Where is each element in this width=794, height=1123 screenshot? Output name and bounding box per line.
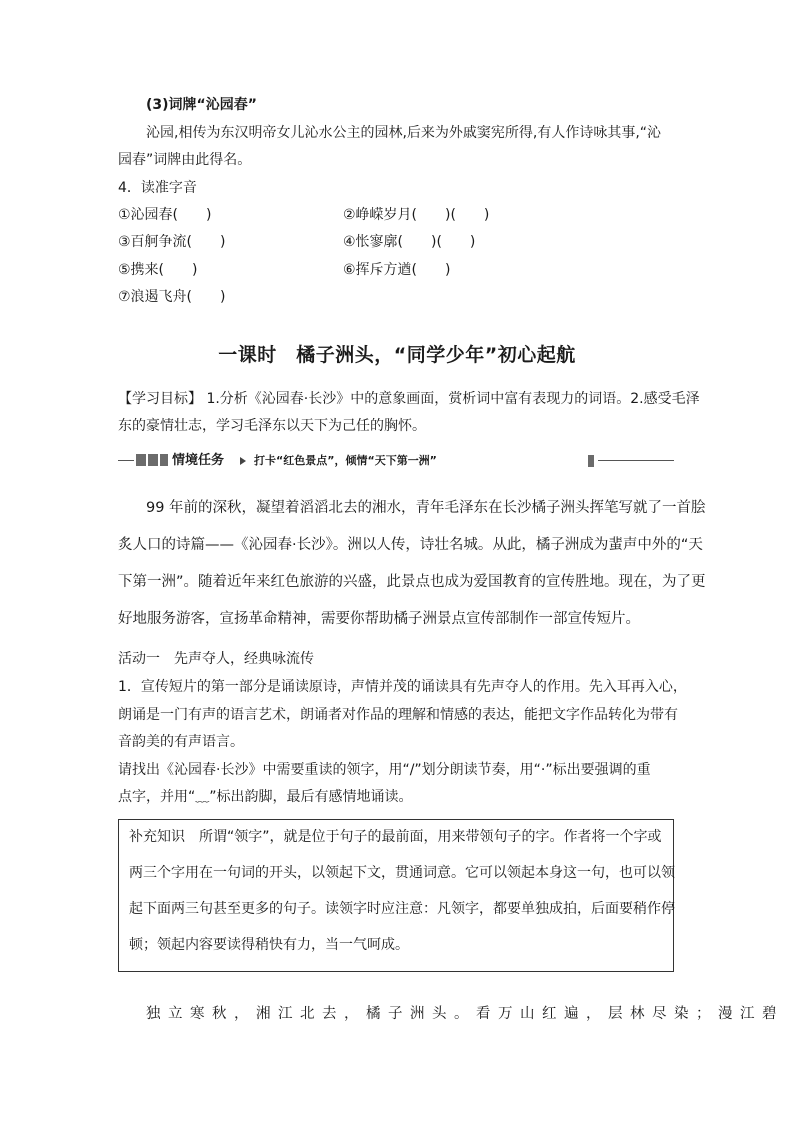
pronunciation-item-1: ①沁园春( )	[118, 207, 212, 223]
supplement-line-1: 补充知识 所谓“领字”，就是位于句子的最前面，用来带领句子的字。作者将一个字或	[129, 829, 662, 845]
pronunciation-item-3: ③百舸争流( )	[118, 234, 226, 250]
supplement-box	[118, 819, 674, 972]
objectives-line-1: 【学习目标】 1.分析《沁园春·长沙》中的意象画面，赏析词中富有表现力的词语。2.感受毛泽	[118, 391, 700, 407]
section-4-heading: 4．读准字音	[118, 180, 197, 196]
question-1-line-4: 请找出《沁园春·长沙》中需要重读的领字，用“/”划分朗读节奏，用“·”标出要强调的重	[118, 762, 651, 778]
section-3-text-line-2: 园春”词牌由此得名。	[118, 152, 252, 168]
pronunciation-item-7: ⑦浪遏飞舟( )	[118, 289, 226, 305]
story-line-1: 99 年前的深秋，凝望着滔滔北去的湘水，青年毛泽东在长沙橘子洲头挥笔写就了一首脍	[146, 500, 706, 516]
section-3-text-line-1: 沁园,相传为东汉明帝女儿沁水公主的园林,后来为外戚窦宪所得,有人作诗咏其事,“沁	[146, 125, 662, 141]
question-1-line-5: 点字，并用“﹏”标出韵脚，最后有感情地诵读。	[118, 789, 413, 805]
question-1-line-2: 朗诵是一门有声的语言艺术，朗诵者对作品的理解和情感的表达，能把文字作品转化为带有	[118, 707, 678, 723]
pronunciation-item-2: ②峥嵘岁月( )( )	[343, 207, 490, 223]
banner-subtitle: 打卡“红色景点”，倾情“天下第一洲”	[254, 454, 437, 467]
supplement-line-2: 两三个字用在一句词的开头，以领起下文，贯通词意。它可以领起本身这一句，也可以领	[129, 865, 675, 881]
task-banner	[118, 452, 674, 470]
story-line-3: 下第一洲”。随着近年来红色旅游的兴盛，此景点也成为爱国教育的宣传胜地。现在，为了更	[118, 574, 706, 590]
banner-end-bar	[588, 455, 594, 467]
story-line-4: 好地服务游客，宣扬革命精神，需要你帮助橘子洲景点宣传部制作一部宣传短片。	[118, 611, 640, 627]
supplement-line-3: 起下面两三句甚至更多的句子。读领字时应注意：凡领字，都要单独成拍，后面要稍作停	[129, 901, 675, 917]
section-3-heading: (3)词牌“沁园春”	[146, 97, 257, 113]
question-1-line-3: 音韵美的有声语言。	[118, 734, 244, 750]
pronunciation-item-5: ⑤携来( )	[118, 262, 198, 278]
lesson-title: 一课时 橘子洲头，“同学少年”初心起航	[218, 344, 576, 366]
triangle-arrow-icon	[240, 457, 246, 465]
objectives-line-2: 东的豪情壮志，学习毛泽东以天下为己任的胸怀。	[118, 418, 426, 434]
poem-line-1: 独立寒秋，湘江北去，橘子洲头。看万山红遍，层林尽染；漫江碧	[146, 1006, 784, 1022]
supplement-line-4: 顿；领起内容要读得稍快有力，当一气呵成。	[129, 937, 409, 953]
banner-label: 情境任务	[172, 453, 225, 468]
pronunciation-item-4: ④怅寥廓( )( )	[343, 234, 476, 250]
question-1-line-1: 1．宣传短片的第一部分是诵读原诗，声情并茂的诵读具有先声夺人的作用。先入耳再入心，	[118, 679, 687, 695]
activity-1-heading: 活动一 先声夺人，经典咏流传	[118, 651, 314, 667]
story-line-2: 炙人口的诗篇——《沁园春·长沙》。洲以人传，诗壮名城。从此，橘子洲成为蜚声中外的“天	[118, 537, 703, 553]
pronunciation-item-6: ⑥挥斥方遒( )	[343, 262, 451, 278]
